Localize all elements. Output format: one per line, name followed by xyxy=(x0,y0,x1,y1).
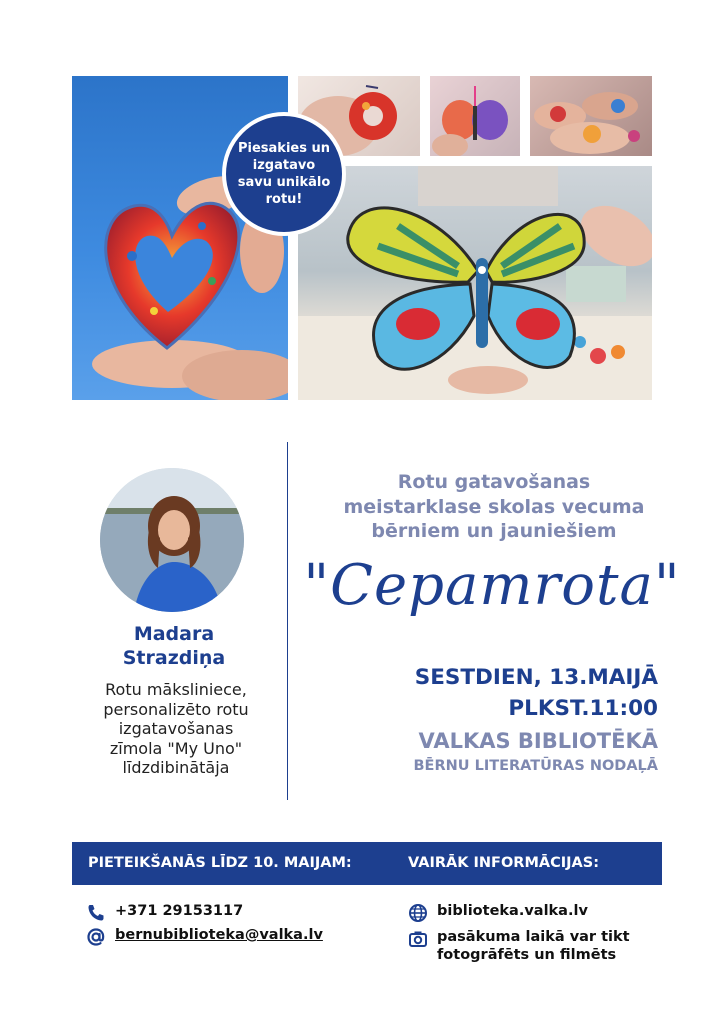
instructor-name-line: Madara xyxy=(133,623,215,645)
instructor-name-line: Strazdiņa xyxy=(122,647,226,669)
vertical-divider xyxy=(287,442,288,800)
photo-notice-text xyxy=(437,928,630,964)
instructor-bio-line: zīmola "My Uno" xyxy=(109,738,243,758)
info-band xyxy=(72,842,662,885)
event-subtitle-line: Rotu gatavošanas xyxy=(397,471,591,493)
group-hands-photo xyxy=(530,76,652,156)
contact-email[interactable] xyxy=(86,926,323,947)
instructor-bio-line: personalizēto rotu xyxy=(103,699,249,719)
phone-number: +371 29153117 xyxy=(115,903,244,919)
globe-icon xyxy=(408,903,428,923)
instructor-bio-line: izgatavošanas xyxy=(118,719,234,738)
event-venue: VALKAS BIBLIOTĒKĀ xyxy=(418,729,658,753)
event-subtitle-line: bērniem un jauniešiem xyxy=(371,520,617,542)
contact-phone[interactable] xyxy=(86,902,243,923)
instructor-bio-line: Rotu māksliniece, xyxy=(105,680,247,699)
photo-notice-line: fotogrāfēts un filmēts xyxy=(437,947,617,963)
butterfly-pendant-closeup-photo xyxy=(298,166,652,400)
contact-website[interactable] xyxy=(408,902,588,923)
promo-badge-line: rotu! xyxy=(265,192,303,207)
event-title: "Cepamrota" xyxy=(303,553,681,618)
photo-notice xyxy=(408,928,630,964)
registration-deadline-label: PIETEIKŠANĀS LĪDZ 10. MAIJAM: xyxy=(88,855,352,871)
at-sign-icon xyxy=(86,927,106,947)
instructor-bio-line: līdzdibinātāja xyxy=(122,758,230,777)
event-department: BĒRNU LITERATŪRAS NODAĻĀ xyxy=(413,758,658,774)
phone-icon xyxy=(86,903,106,923)
event-time: PLKST.11:00 xyxy=(508,696,658,721)
event-date: SESTDIEN, 13.MAIJĀ xyxy=(414,665,658,690)
instructor-bio xyxy=(78,680,274,778)
event-subtitle-line: meistarklase skolas vecuma xyxy=(343,495,645,518)
butterfly-pendant-photo xyxy=(430,76,520,156)
email-link[interactable]: bernubiblioteka@valka.lv xyxy=(115,927,323,943)
promo-badge-line: savu unikālo xyxy=(237,175,331,190)
promo-badge-line: izgatavo xyxy=(252,158,316,173)
event-subtitle xyxy=(308,470,680,544)
instructor-avatar xyxy=(100,468,244,612)
camera-icon xyxy=(408,929,428,949)
more-info-label: VAIRĀK INFORMĀCIJAS: xyxy=(408,855,599,871)
website-link[interactable]: biblioteka.valka.lv xyxy=(437,903,588,919)
photo-notice-line: pasākuma laikā var tikt xyxy=(437,929,630,945)
instructor-name xyxy=(84,622,264,670)
promo-badge xyxy=(222,112,346,236)
promo-badge-line: Piesakies un xyxy=(237,141,330,156)
